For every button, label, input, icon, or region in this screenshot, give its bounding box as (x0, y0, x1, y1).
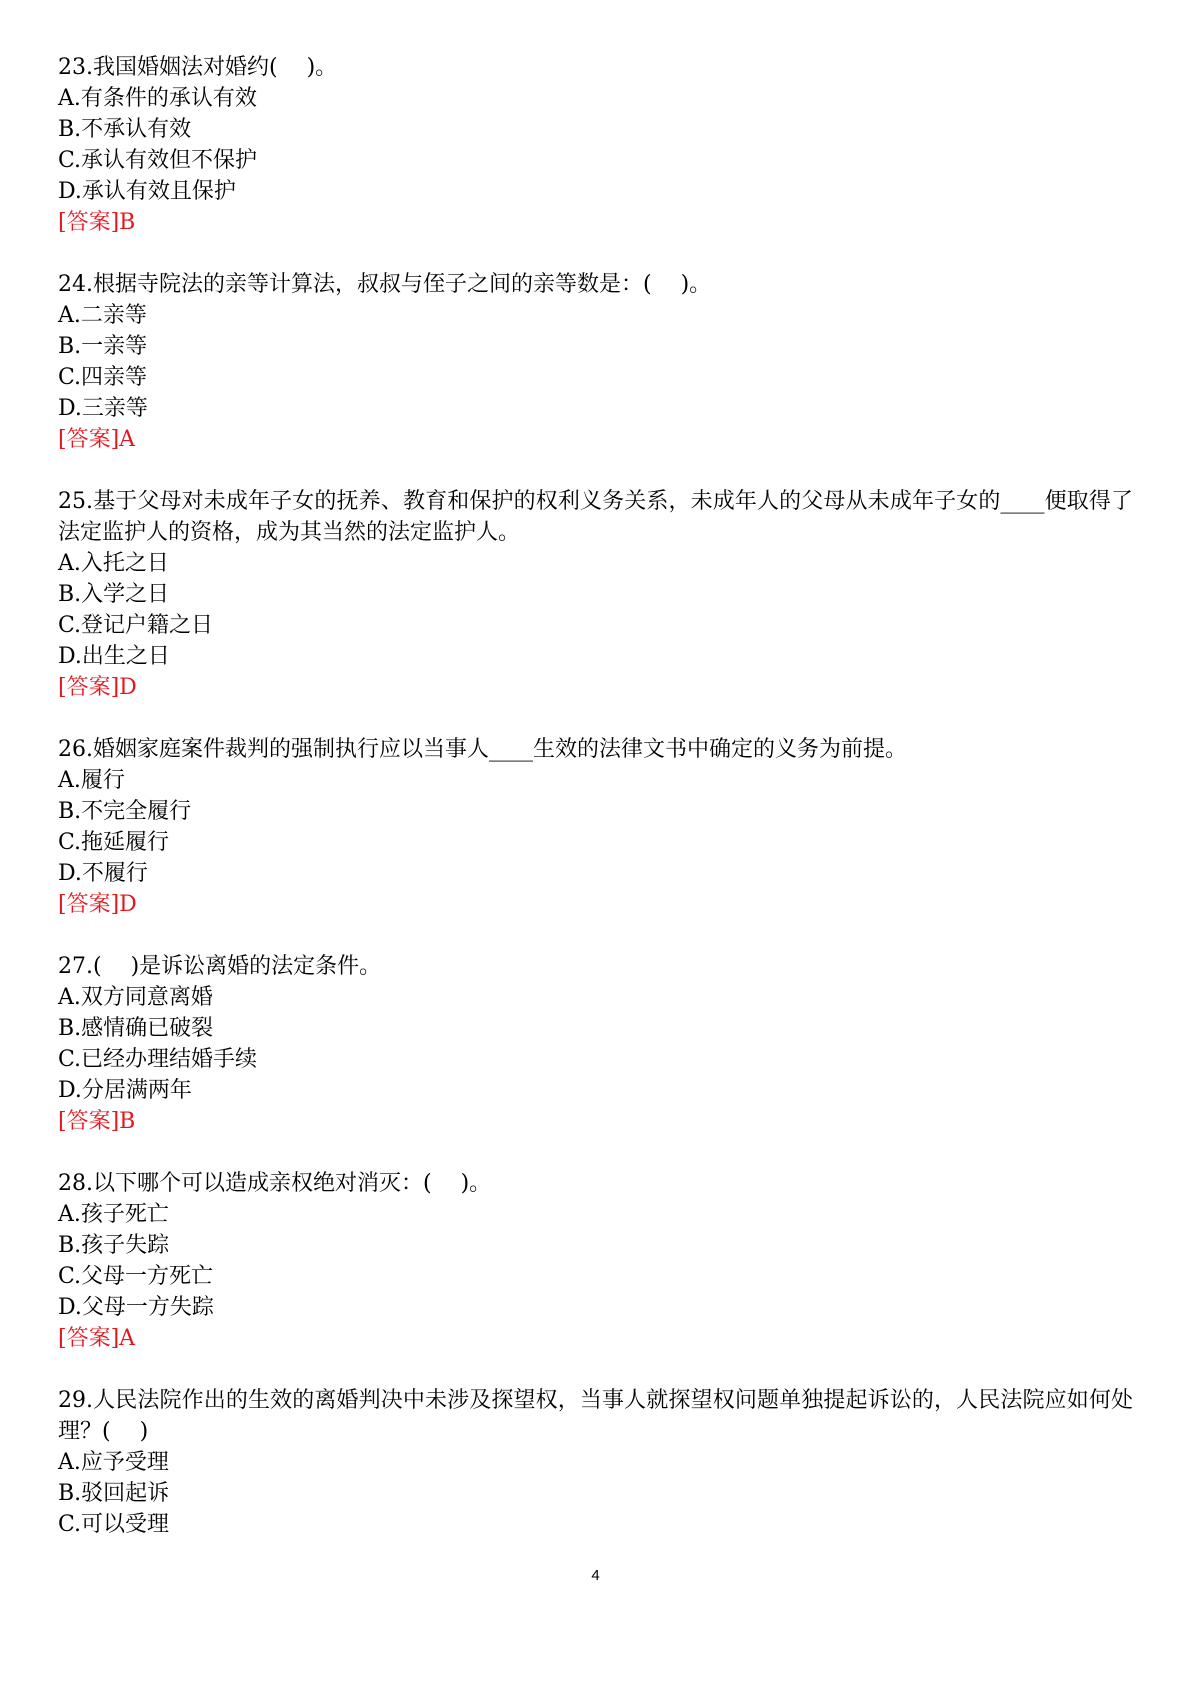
answer-label: [答案]B (58, 1109, 136, 1134)
question-26 (58, 734, 1133, 920)
question-stem: 25.基于父母对未成年子女的抚养、教育和保护的权利义务关系，未成年人的父母从未成年子女的____便取得了法定监护人的资格，成为其当然的法定监护人。 (58, 489, 1133, 545)
option-b: B.不承认有效 (58, 117, 192, 142)
question-28 (58, 1168, 1133, 1354)
option-b: B.孩子失踪 (58, 1233, 170, 1258)
option-b: B.驳回起诉 (58, 1481, 170, 1506)
option-c: C.登记户籍之日 (58, 613, 214, 638)
option-d: D.承认有效且保护 (58, 179, 236, 204)
option-b: B.不完全履行 (58, 799, 192, 824)
question-29 (58, 1385, 1133, 1540)
option-d: D.父母一方失踪 (58, 1295, 214, 1320)
answer-label: [答案]D (58, 892, 137, 917)
option-b: B.感情确已破裂 (58, 1016, 214, 1041)
answer-label: [答案]A (58, 427, 136, 452)
question-24 (58, 269, 1133, 455)
option-d: D.不履行 (58, 861, 148, 886)
option-a: A.履行 (58, 768, 125, 793)
question-stem: 27.( )是诉讼离婚的法定条件。 (58, 954, 382, 979)
question-stem: 24.根据寺院法的亲等计算法，叔叔与侄子之间的亲等数是：( )。 (58, 272, 712, 297)
option-d: D.分居满两年 (58, 1078, 192, 1103)
question-stem: 26.婚姻家庭案件裁判的强制执行应以当事人____生效的法律文书中确定的义务为前提。 (58, 737, 907, 762)
question-list (58, 52, 1133, 1571)
option-b: B.入学之日 (58, 582, 170, 607)
option-a: A.应予受理 (58, 1450, 169, 1475)
option-a: A.孩子死亡 (58, 1202, 169, 1227)
option-c: C.拖延履行 (58, 830, 170, 855)
option-c: C.四亲等 (58, 365, 148, 390)
question-23 (58, 52, 1133, 238)
question-stem: 28.以下哪个可以造成亲权绝对消灭：( )。 (58, 1171, 492, 1196)
question-27 (58, 951, 1133, 1137)
option-c: C.可以受理 (58, 1512, 170, 1537)
option-a: A.双方同意离婚 (58, 985, 213, 1010)
question-stem: 29.人民法院作出的生效的离婚判决中未涉及探望权，当事人就探望权问题单独提起诉讼的，人民法院应如何处理？( ) (58, 1388, 1133, 1444)
option-d: D.三亲等 (58, 396, 148, 421)
answer-label: [答案]B (58, 210, 136, 235)
option-a: A.二亲等 (58, 303, 147, 328)
option-c: C.已经办理结婚手续 (58, 1047, 258, 1072)
page-number: 4 (591, 1567, 600, 1584)
option-c: C.父母一方死亡 (58, 1264, 214, 1289)
option-c: C.承认有效但不保护 (58, 148, 258, 173)
answer-label: [答案]A (58, 1326, 136, 1351)
option-b: B.一亲等 (58, 334, 148, 359)
option-d: D.出生之日 (58, 644, 170, 669)
option-a: A.入托之日 (58, 551, 169, 576)
option-a: A.有条件的承认有效 (58, 86, 257, 111)
question-25 (58, 486, 1133, 703)
answer-label: [答案]D (58, 675, 137, 700)
question-stem: 23.我国婚姻法对婚约( )。 (58, 55, 338, 80)
